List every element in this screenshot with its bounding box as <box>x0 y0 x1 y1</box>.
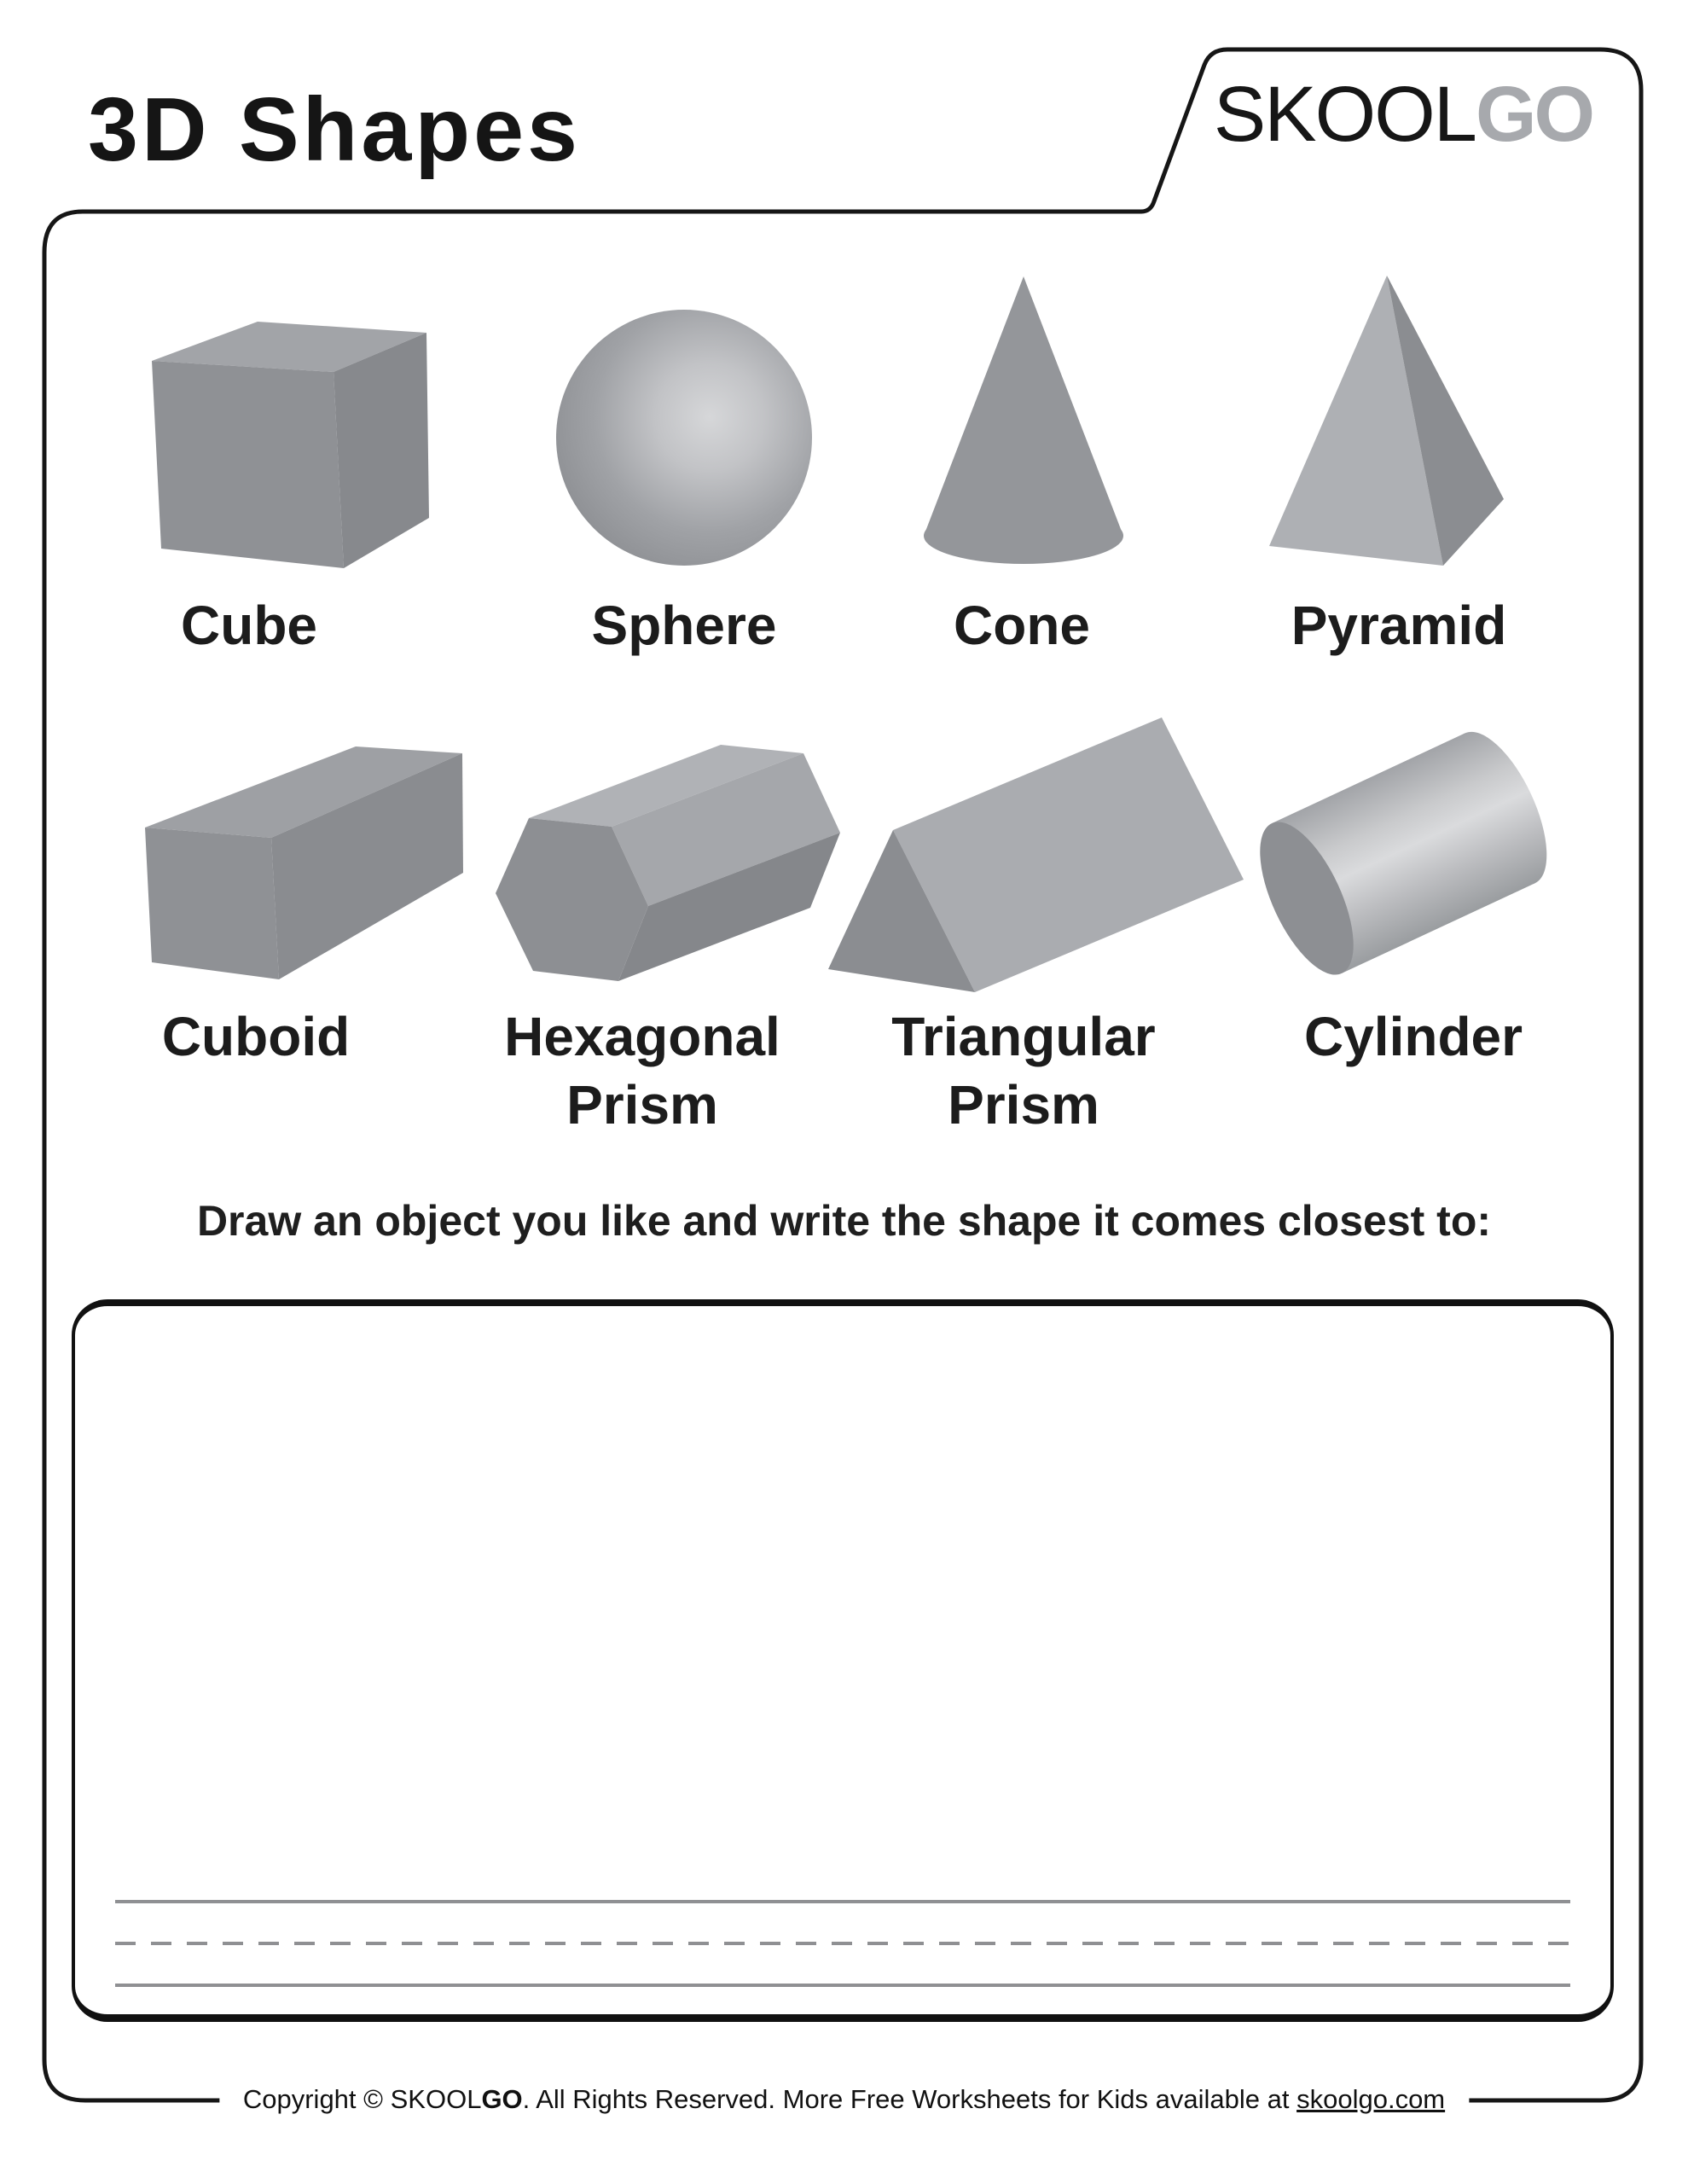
cube-front-face <box>152 361 344 568</box>
logo-text-skool: SKOOL <box>1213 71 1476 158</box>
pyramid-illustration <box>1264 271 1511 570</box>
cone-base <box>924 508 1123 564</box>
sphere-body <box>556 310 812 566</box>
label-cube: Cube <box>181 595 317 656</box>
logo-text-go: GO <box>1475 71 1593 158</box>
cuboid-illustration <box>142 743 467 984</box>
cube-illustration <box>149 317 432 572</box>
cone-body <box>924 276 1123 536</box>
label-sphere: Sphere <box>591 595 777 656</box>
cube-side-face <box>334 333 429 568</box>
label-hexagonal-prism: Hexagonal Prism <box>504 1006 780 1136</box>
footer-prefix: Copyright © <box>242 2084 391 2114</box>
skoolgo-logo <box>1190 73 1616 156</box>
footer-brand-go: GO <box>481 2084 523 2114</box>
cylinder-illustration <box>1215 729 1552 985</box>
footer-brand-skool: SKOOL <box>390 2084 482 2114</box>
label-pyramid: Pyramid <box>1291 595 1507 656</box>
label-cuboid: Cuboid <box>161 1006 351 1067</box>
cone-illustration <box>919 271 1128 568</box>
footer-copyright <box>219 2078 1469 2121</box>
label-triangular-prism: Triangular Prism <box>891 1006 1156 1136</box>
hexagonal-prism-illustration <box>491 741 844 985</box>
label-cylinder: Cylinder <box>1303 1006 1523 1067</box>
skoolgo-link[interactable]: skoolgo.com <box>1296 2084 1446 2114</box>
sphere-illustration <box>555 309 813 566</box>
handwriting-guides <box>115 1894 1570 1996</box>
page-title: 3D Shapes <box>88 79 582 180</box>
footer-middle-text: . All Rights Reserved. More Free Worksheets for Kids available at <box>522 2084 1297 2114</box>
triangular-prism-illustration <box>817 713 1248 995</box>
label-cone: Cone <box>954 595 1090 656</box>
activity-prompt: Draw an object you like and write the shape it comes closest to: <box>196 1197 1492 1245</box>
cuboid-front-face <box>145 828 279 979</box>
